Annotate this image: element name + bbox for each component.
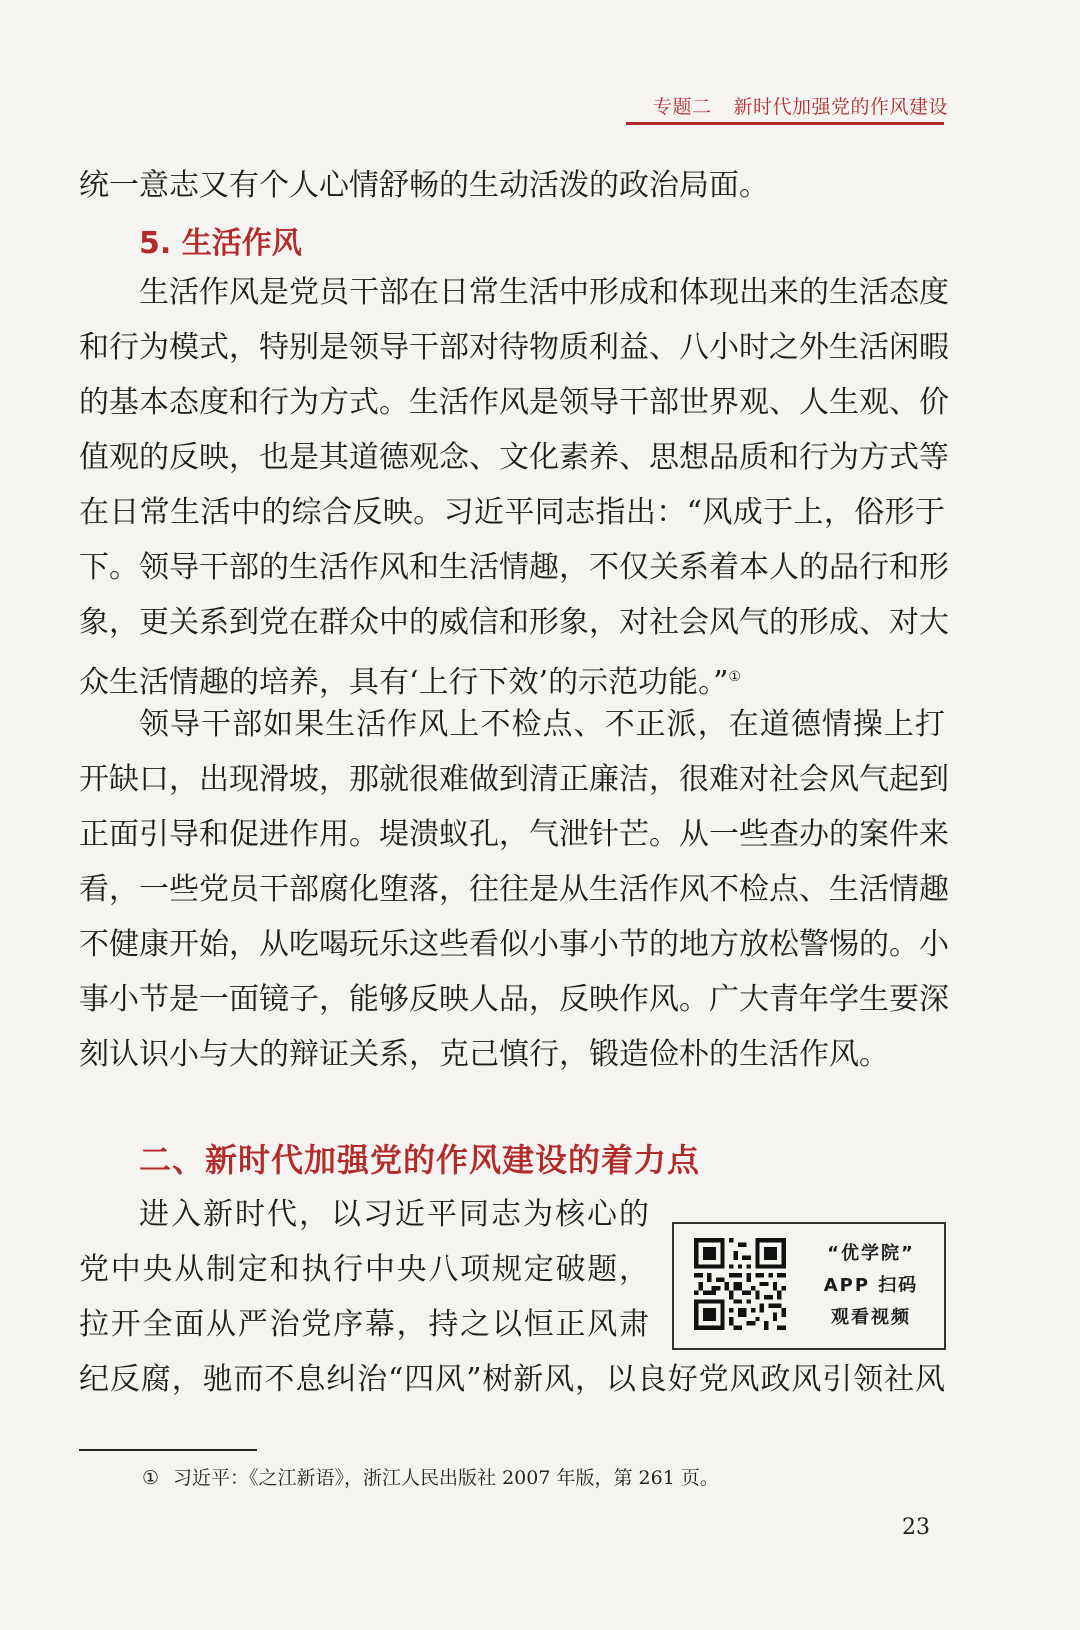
qr-caption-line: APP 扫码: [823, 1275, 919, 1296]
continued-paragraph: [79, 158, 945, 213]
text-line: 纪反腐，驰而不息纠治“四风”树新风，以良好党风政风引领社风: [79, 1362, 945, 1397]
text-line: 事小节是一面镜子，能够反映人品，反映作风。广大青年学生要深: [79, 982, 949, 1017]
text-line: 值观的反映，也是其道德观念、文化素养、思想品质和行为方式等: [79, 440, 949, 475]
text-line: 进入新时代，以习近平同志为核心的: [139, 1197, 649, 1232]
footnote: [142, 1463, 719, 1490]
qr-caption: [806, 1238, 936, 1334]
text-line: 象，更关系到党在群众中的威信和形象，对社会风气的形成、对大: [79, 605, 949, 640]
qr-caption-line: 观看视频: [831, 1307, 911, 1328]
text-line: 刻认识小与大的辩证关系，克己慎行，锻造俭朴的生活作风。: [79, 1037, 889, 1072]
paragraph-2: [79, 697, 949, 1082]
paragraph-3-continued: [79, 1352, 945, 1407]
footnote-text: 习近平：《之江新语》，浙江人民出版社 2007 年版，第 261 页。: [173, 1467, 719, 1489]
footnote-divider: [79, 1449, 257, 1451]
running-head-rule: [626, 122, 944, 125]
text-line: 党中央从制定和执行中央八项规定破题，: [79, 1252, 649, 1287]
page-number: 23: [902, 1515, 930, 1540]
paragraph-1: [79, 265, 949, 705]
text-line: 的基本态度和行为方式。生活作风是领导干部世界观、人生观、价: [79, 385, 949, 420]
text-line-content: 众生活情趣的培养，具有‘上行下效’的示范功能。”: [79, 665, 729, 700]
text-line: 和行为模式，特别是领导干部对待物质利益、八小时之外生活闲暇: [79, 330, 949, 365]
text-line: 下。领导干部的生活作风和生活情趣，不仅关系着本人的品行和形: [79, 550, 949, 585]
paragraph-3: [79, 1187, 649, 1352]
text-line: 开缺口，出现滑坡，那就很难做到清正廉洁，很难对社会风气起到: [79, 762, 949, 797]
text-line: 在日常生活中的综合反映。习近平同志指出：“风成于上，俗形于: [79, 495, 945, 530]
text-line: 统一意志又有个人心情舒畅的生动活泼的政治局面。: [79, 168, 769, 203]
footnote-number: ①: [142, 1467, 160, 1489]
text-line: 领导干部如果生活作风上不检点、不正派，在道德情操上打: [139, 707, 945, 742]
running-head: [653, 92, 948, 119]
text-line: 拉开全面从严治党序幕，持之以恒正风肃: [79, 1307, 649, 1342]
subheading: 5. 生活作风: [139, 226, 302, 261]
section-heading: 二、新时代加强党的作风建设的着力点: [139, 1141, 701, 1179]
qr-callout: [672, 1222, 946, 1350]
text-line: 看，一些党员干部腐化堕落，往往是从生活作风不检点、生活情趣: [79, 872, 949, 907]
running-head-section: 专题二: [652, 96, 712, 118]
text-line: 不健康开始，从吃喝玩乐这些看似小事小节的地方放松警惕的。小: [79, 927, 949, 962]
qr-code-icon[interactable]: [694, 1238, 786, 1330]
text-line: 生活作风是党员干部在日常生活中形成和体现出来的生活态度: [139, 275, 949, 310]
qr-caption-line: “优学院”: [827, 1243, 915, 1264]
footnote-marker[interactable]: ①: [728, 669, 741, 685]
running-head-title: 新时代加强党的作风建设: [733, 96, 948, 118]
text-line: 正面引导和促进作用。堤溃蚁孔，气泄针芒。从一些查办的案件来: [79, 817, 949, 852]
